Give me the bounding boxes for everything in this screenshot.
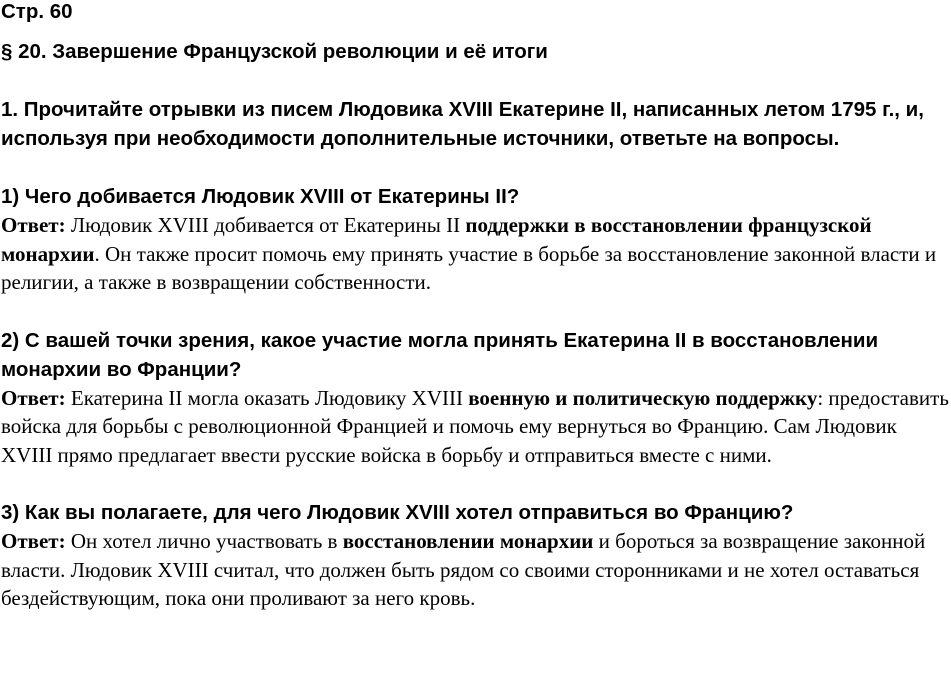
answer-1 xyxy=(1,211,949,297)
answer-label: Ответ: xyxy=(1,529,66,553)
answer-highlight: военную и политическую поддержку xyxy=(468,385,818,410)
answer-text: : предоставить войска для борьбы с революционной Францией и помочь ему вернуться во Францию. Сам Людовик XVIII прямо предлагает ввести русские войска в борьбу и отправиться вместе с ними. xyxy=(1,385,949,467)
task-instruction: 1. Прочитайте отрывки из писем Людовика XVIII Екатерине II, написанных летом 1795 г., и, используя при необходимости дополнительные источники, ответьте на вопросы. xyxy=(1,98,924,150)
section-title: § 20. Завершение Французской революции и её итоги xyxy=(1,40,548,63)
answer-highlight: поддержки в восстановлении французской монархии xyxy=(1,213,872,266)
answer-3 xyxy=(1,527,949,613)
question-2: 2) С вашей точки зрения, какое участие могла принять Екатерина II в восстановлении монархии во Франции? xyxy=(1,328,879,381)
answer-text: Екатерина II могла оказать Людовику XVIII xyxy=(70,385,463,410)
answer-2 xyxy=(1,384,949,470)
answer-highlight: восстановлении монархии xyxy=(342,529,594,553)
answer-label: Ответ: xyxy=(1,213,66,237)
answer-label: Ответ: xyxy=(1,385,66,410)
answer-text: . Он также просит помочь ему принять участие в борьбе за восстановление законной власти и религии, а также в возвращении собственности. xyxy=(1,241,937,294)
page-number-label: Стр. 60 xyxy=(1,0,73,23)
answer-text: Людовик XVIII добивается от Екатерины II xyxy=(70,213,461,237)
answer-text: и бороться за возвращение законной власти. Людовик XVIII считал, что должен быть рядом со своими сторонниками и не хотел оставаться бездействующим, пока они проливают за него кровь. xyxy=(1,529,926,610)
document-page xyxy=(1,0,949,613)
question-1: 1) Чего добивается Людовик XVIII от Екатерины II? xyxy=(1,185,520,208)
answer-text: Он хотел лично участвовать в xyxy=(70,529,338,553)
question-3: 3) Как вы полагаете, для чего Людовик XVIII хотел отправиться во Францию? xyxy=(1,501,794,524)
